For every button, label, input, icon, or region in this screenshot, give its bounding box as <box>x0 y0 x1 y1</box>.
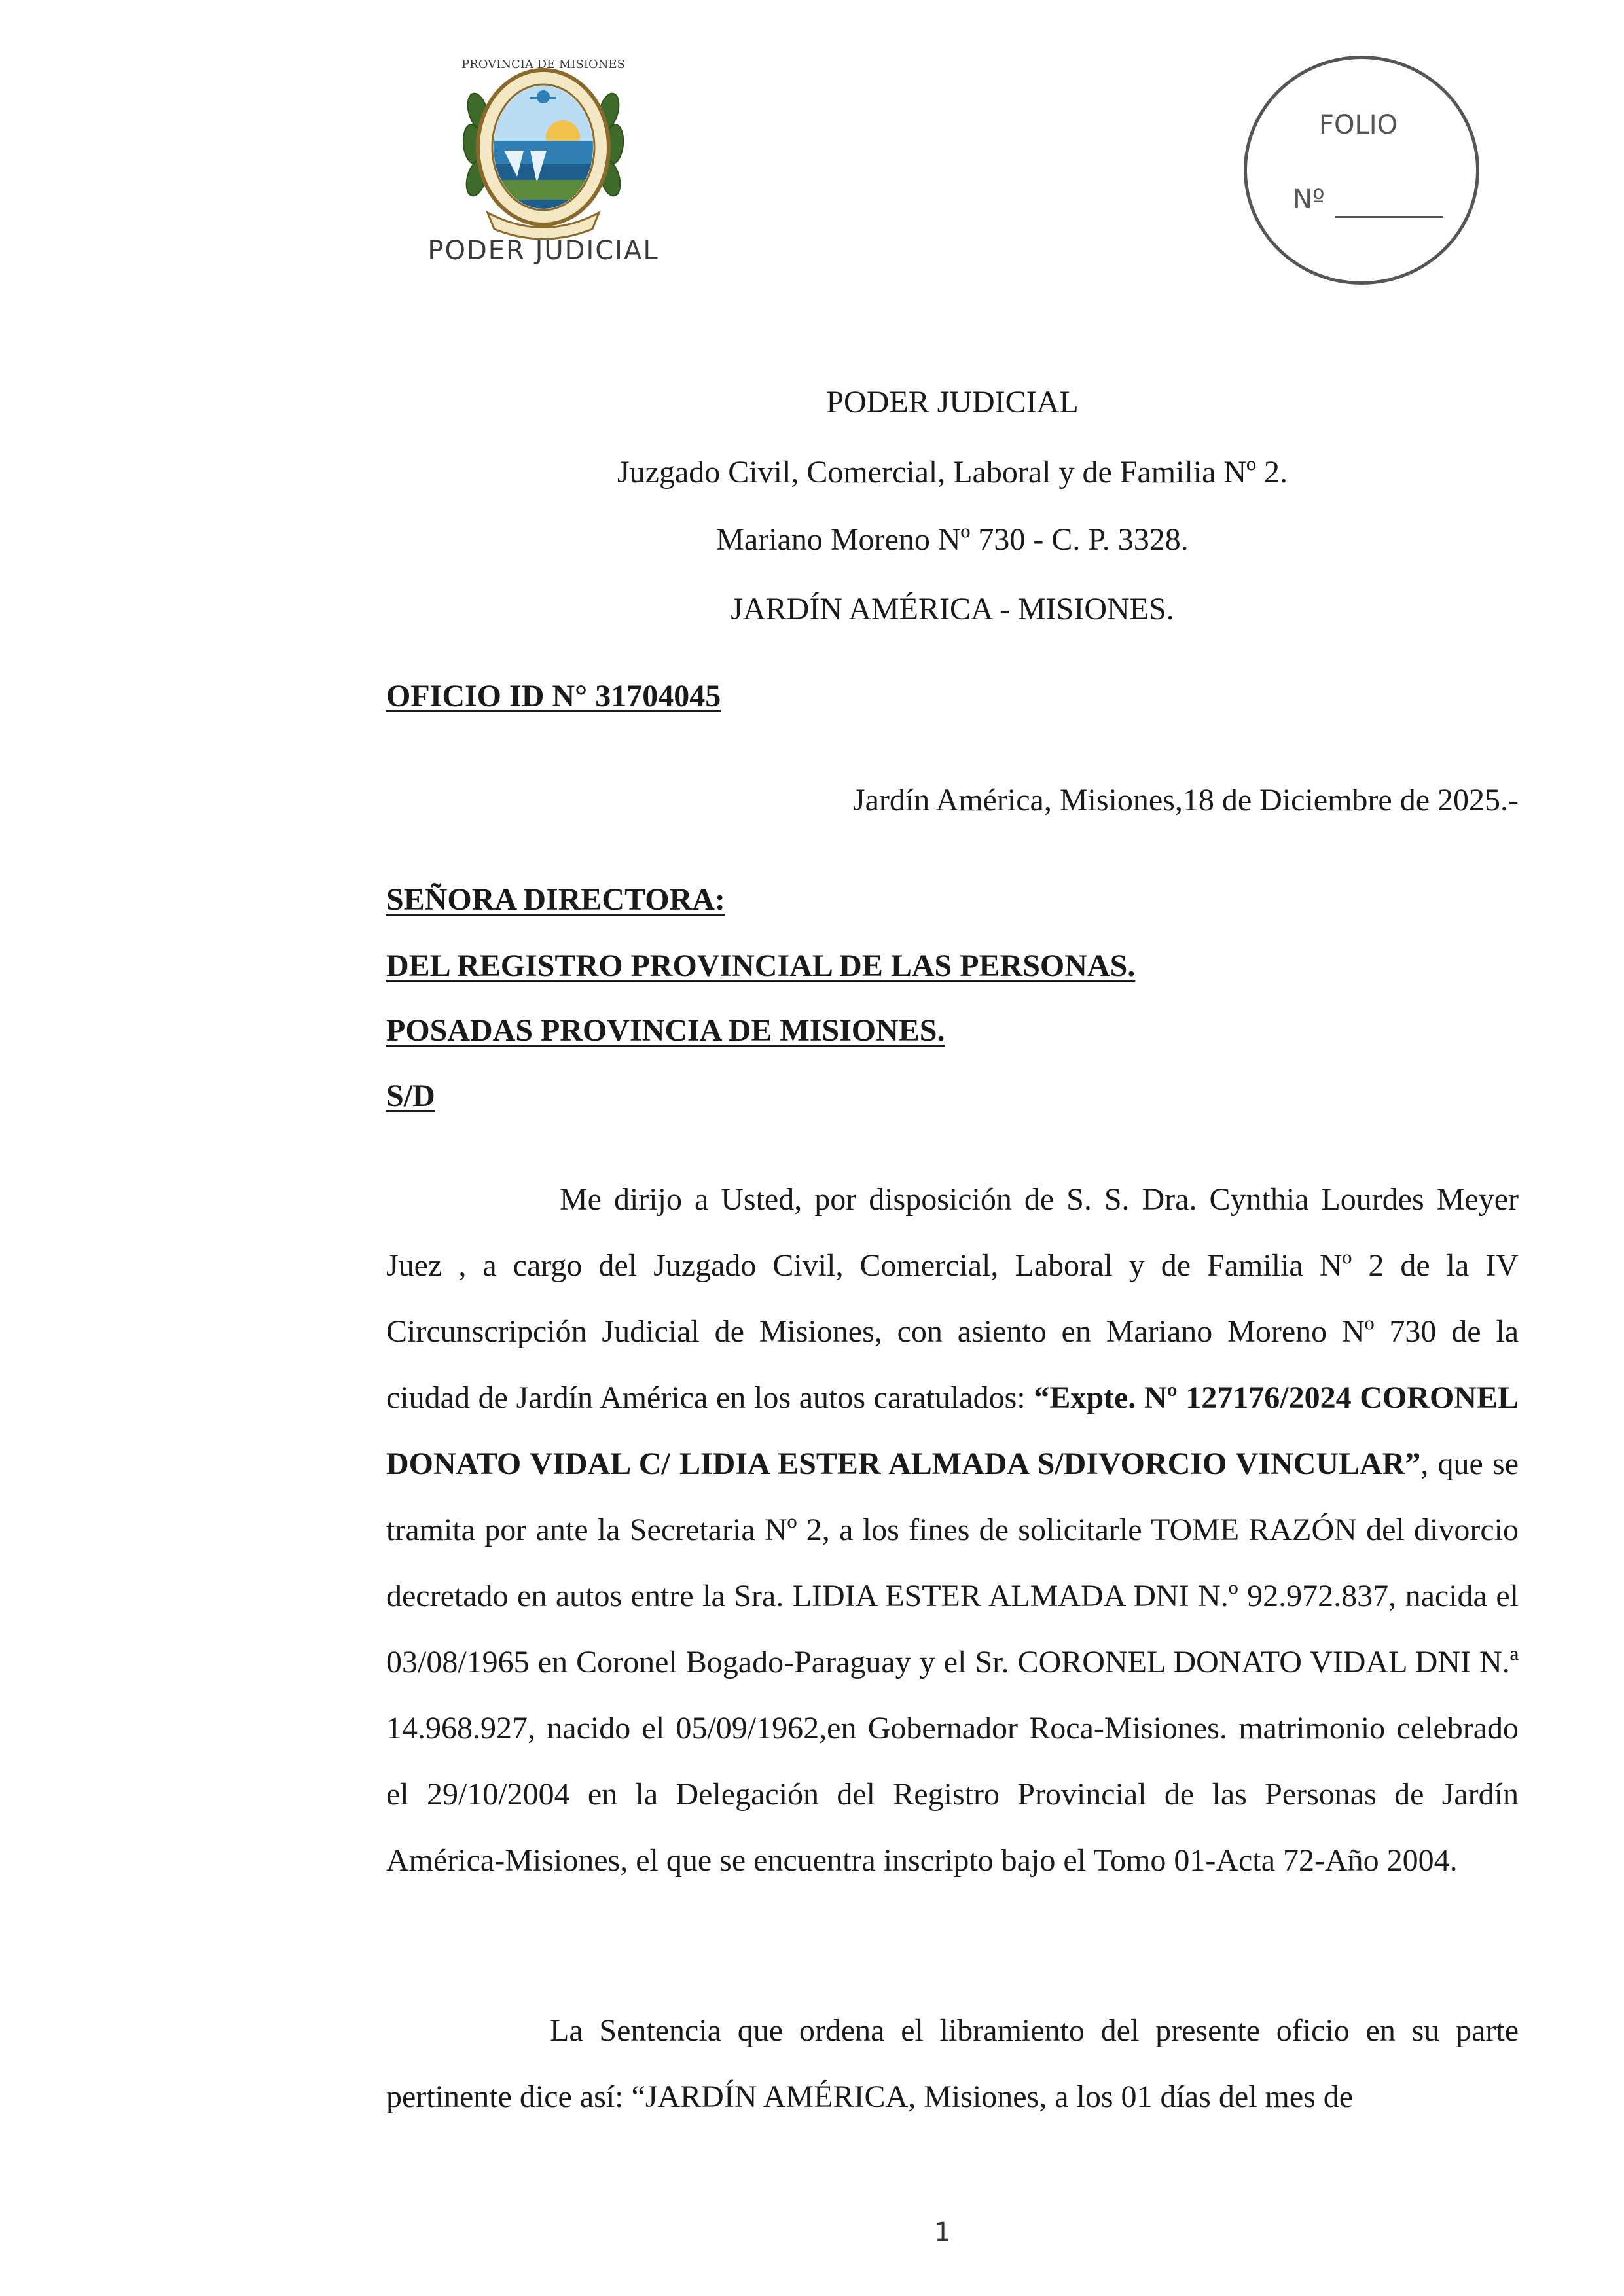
provincia-de-misiones-seal-icon <box>458 52 628 242</box>
addressee-title: SEÑORA DIRECTORA: <box>386 882 725 917</box>
folio-label: FOLIO <box>1319 110 1398 140</box>
folio-stamp <box>1244 56 1479 285</box>
body-paragraph-1 <box>386 1166 1519 1893</box>
body-p1-rest: , que se tramita por ante la Secretaria Nº 2, a los fines de solicitarle TOME RAZÓN del divorcio decretado en autos entre la Sra. LIDIA ESTER ALMADA DNI N.º 92.972.837, nacida el 03/08/1965 en Coronel Bogado-Paraguay y el Sr. CORONEL DONATO VIDAL DNI N.ª 14.968.927, nacido el 05/09/1962,en Gobernador Roca-Misiones. matrimonio celebrado el 29/10/2004 en la Delegación del Registro Provincial de las Personas de Jardín América-Misiones, el que se encuentra inscripto bajo el Tomo 01-Acta 72-Año 2004. <box>386 1446 1519 1878</box>
folio-number-blank <box>1335 216 1443 218</box>
header-institution: PODER JUDICIAL <box>826 385 1079 420</box>
addressee-location: POSADAS PROVINCIA DE MISIONES. <box>386 1013 945 1048</box>
seal-ring-text: PROVINCIA DE MISIONES <box>461 58 625 71</box>
addressee-institution: DEL REGISTRO PROVINCIAL DE LAS PERSONAS. <box>386 948 1136 983</box>
header-court: Juzgado Civil, Comercial, Laboral y de Familia Nº 2. <box>617 455 1288 490</box>
header-address: Mariano Moreno Nº 730 - C. P. 3328. <box>716 522 1189 557</box>
folio-number-label: Nº <box>1293 185 1325 215</box>
addressee-sd: S/D <box>386 1079 435 1113</box>
page-number: 1 <box>934 2217 951 2248</box>
date-line: Jardín América, Misiones,18 de Diciembre de 2025.- <box>852 783 1519 817</box>
oficio-id: OFICIO ID N° 31704045 <box>386 679 721 713</box>
case-title: “Expte. Nº 127176/2024 CORONEL DONATO VIDAL C/ LIDIA ESTER ALMADA S/DIVORCIO VINCULAR” <box>386 1380 1519 1481</box>
header-city: JARDÍN AMÉRICA - MISIONES. <box>731 592 1174 626</box>
body-paragraph-2: La Sentencia que ordena el libramiento del presente oficio en su parte pertinente dice así: “JARDÍN AMÉRICA, Misiones, a los 01 días del mes de <box>386 2013 1519 2114</box>
seal-caption: PODER JUDICIAL <box>427 236 659 266</box>
body-p1-intro: Me dirijo a Usted, por disposición de S. S. Dra. Cynthia Lourdes Meyer Juez , a cargo del Juzgado Civil, Comercial, Laboral y de Familia Nº 2 de la IV Circunscripción Judicial de Misiones, con asiento en Mariano Moreno Nº 730 de la ciudad de Jardín América en los autos caratulados: <box>386 1182 1519 1415</box>
